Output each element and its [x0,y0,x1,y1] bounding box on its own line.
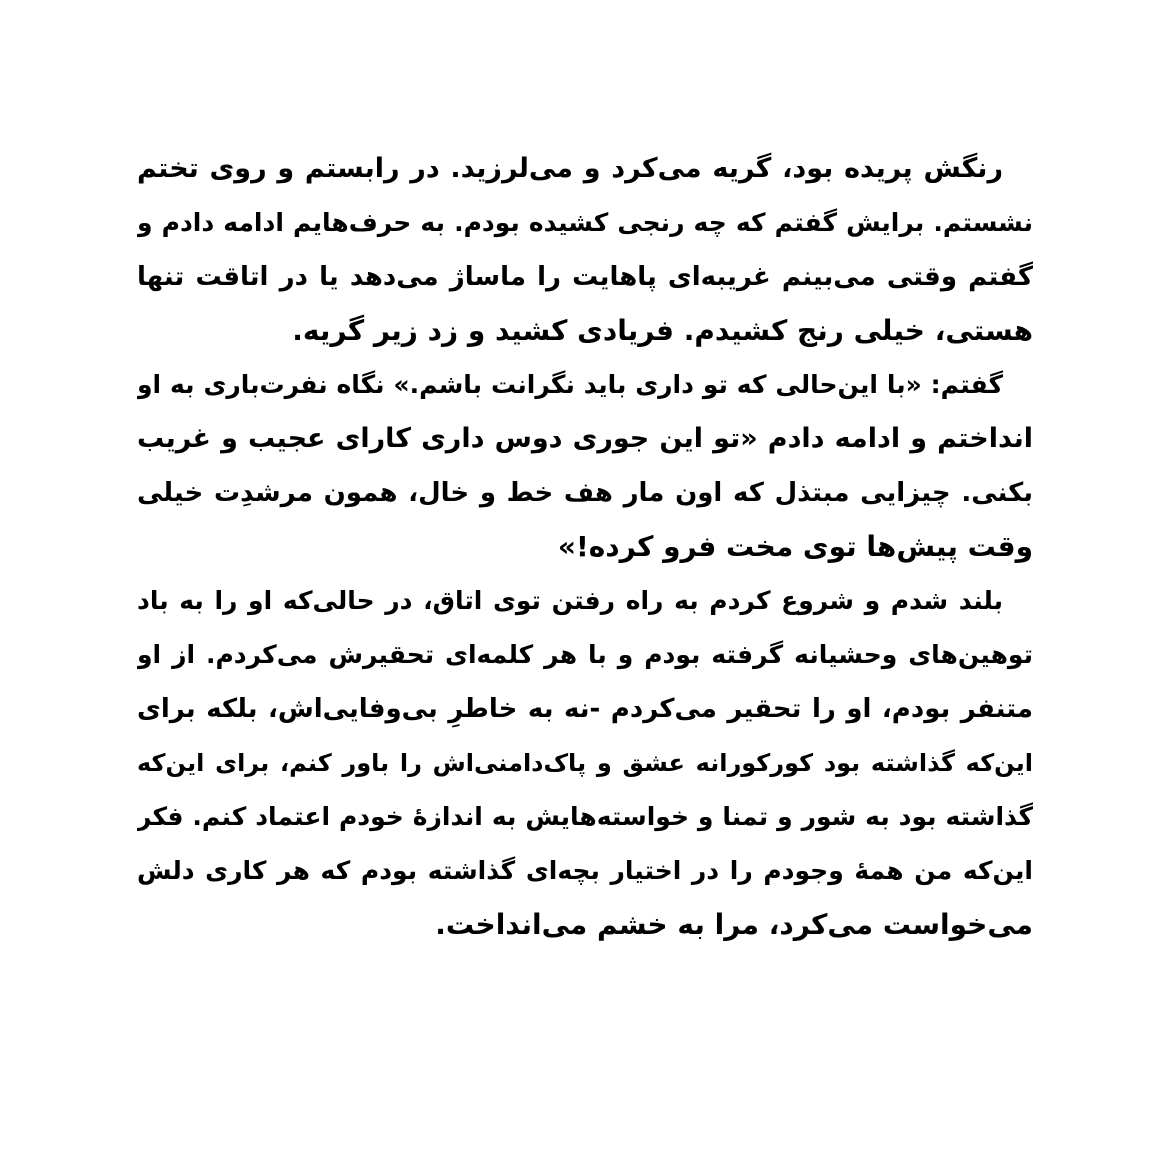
text-line: رنگش پریده بود، گریه می‌کرد و می‌لرزید. در رابستم و روی تختم [137,153,1003,184]
text-line: بکنی. چیزایی مبتذل که اون مار هف خط و خال، همون مرشدِت خیلی [137,478,1033,508]
paragraph-1 [137,142,1033,358]
text-line: توهین‌های وحشیانه گرفته بودم و با هر کلمه‌ای تحقیرش می‌کردم. از او [137,640,1033,669]
text-line: گفتم وقتی می‌بینم غریبه‌ای پاهایت را ماساژ می‌دهد یا در اتاقت تنها [137,262,1033,292]
text-line: وقت پیش‌ها توی مخت فرو کرده!» [557,530,1033,563]
text-line: انداختم و ادامه دادم «تو این جوری دوس داری کارای عجیب و غریب [137,423,1033,454]
text-line: هستی، خیلی رنج کشیدم. فریادی کشید و زد زیر گریه. [292,314,1033,347]
paragraph-3 [137,574,1033,952]
text-line: بلند شدم و شروع کردم به راه رفتن توی اتاق، در حالی‌که او را به باد [137,586,1003,615]
paragraph-2 [137,358,1033,574]
text-line: این‌که گذاشته بود کورکورانه عشق و پاک‌دامنی‌اش را باور کنم، برای این‌که [137,749,1033,777]
text-line: متنفر بودم، او را تحقیر می‌کردم -نه به خاطرِ بی‌وفایی‌اش، بلکه برای [137,694,1033,724]
text-line: گفتم: «با این‌حالی که تو داری باید نگرانت باشم.» نگاه نفرت‌باری به او [137,370,1003,399]
text-line: می‌خواست می‌کرد، مرا به خشم می‌انداخت. [435,908,1033,941]
document-page [137,142,1033,952]
text-line: گذاشته بود به شور و تمنا و خواسته‌هایش به اندازهٔ خودم اعتماد کنم. فکر [137,802,1033,831]
text-line: نشستم. برایش گفتم که چه رنجی کشیده بودم. به حرف‌هایم ادامه دادم و [137,208,1033,237]
text-line: این‌که من همهٔ وجودم را در اختیار بچه‌ای گذاشته بودم که هر کاری دلش [137,856,1033,885]
